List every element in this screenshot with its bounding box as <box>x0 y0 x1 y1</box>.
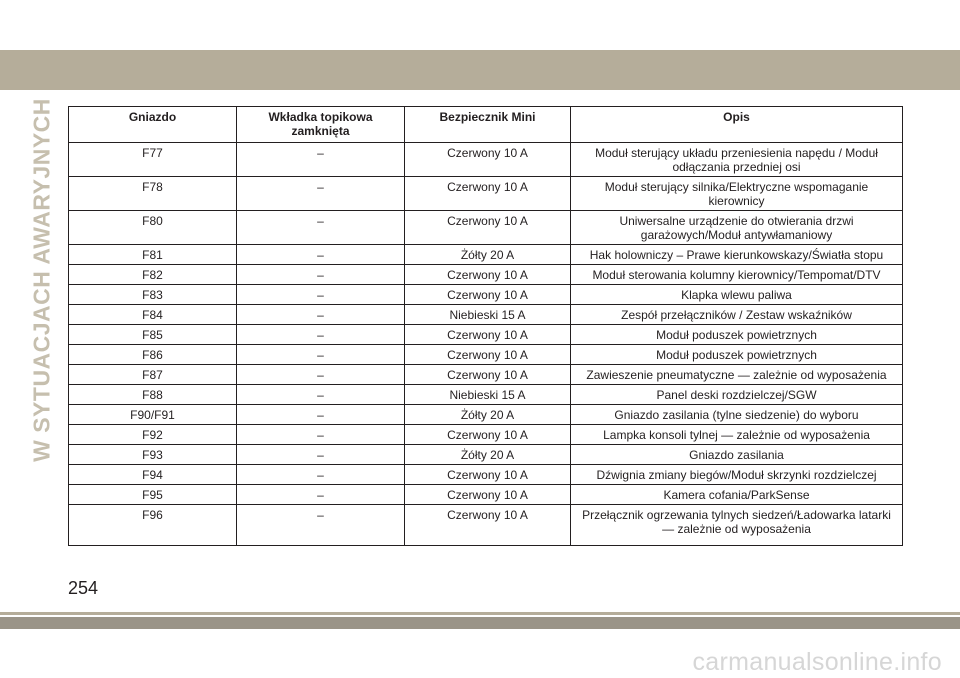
cell-cartridge: – <box>237 345 405 365</box>
cell-description: Przełącznik ogrzewania tylnych siedzeń/Ładowarka latarki — zależnie od wyposażenia <box>571 505 903 546</box>
cell-slot: F92 <box>69 425 237 445</box>
table-row <box>69 245 903 265</box>
cell-description: Gniazdo zasilania (tylne siedzenie) do wyboru <box>571 405 903 425</box>
cell-mini-fuse: Czerwony 10 A <box>405 345 571 365</box>
cell-cartridge: – <box>237 425 405 445</box>
cell-description: Gniazdo zasilania <box>571 445 903 465</box>
cell-cartridge: – <box>237 265 405 285</box>
table-row <box>69 485 903 505</box>
cell-mini-fuse: Czerwony 10 A <box>405 265 571 285</box>
cell-description: Moduł sterujący silnika/Elektryczne wspomaganie kierownicy <box>571 177 903 211</box>
cell-slot: F77 <box>69 143 237 177</box>
cell-cartridge: – <box>237 325 405 345</box>
cell-cartridge: – <box>237 365 405 385</box>
cell-cartridge: – <box>237 305 405 325</box>
cell-slot: F88 <box>69 385 237 405</box>
table-header-row <box>69 107 903 143</box>
header-band <box>0 50 960 90</box>
cell-slot: F96 <box>69 505 237 546</box>
table-row <box>69 265 903 285</box>
cell-slot: F95 <box>69 485 237 505</box>
header-mini-fuse: Bezpiecznik Mini <box>405 107 571 143</box>
cell-description: Dźwignia zmiany biegów/Moduł skrzynki rozdzielczej <box>571 465 903 485</box>
table-row <box>69 143 903 177</box>
cell-mini-fuse: Niebieski 15 A <box>405 385 571 405</box>
cell-description: Uniwersalne urządzenie do otwierania drzwi garażowych/Moduł antywłamaniowy <box>571 211 903 245</box>
cell-mini-fuse: Czerwony 10 A <box>405 177 571 211</box>
watermark: carmanualsonline.info <box>692 648 942 676</box>
cell-cartridge: – <box>237 385 405 405</box>
cell-mini-fuse: Czerwony 10 A <box>405 365 571 385</box>
cell-mini-fuse: Czerwony 10 A <box>405 505 571 546</box>
cell-mini-fuse: Żółty 20 A <box>405 445 571 465</box>
header-cartridge-fuse: Wkładka topikowa zamknięta <box>237 107 405 143</box>
cell-description: Kamera cofania/ParkSense <box>571 485 903 505</box>
cell-mini-fuse: Czerwony 10 A <box>405 425 571 445</box>
cell-mini-fuse: Czerwony 10 A <box>405 285 571 305</box>
cell-mini-fuse: Czerwony 10 A <box>405 325 571 345</box>
cell-slot: F90/F91 <box>69 405 237 425</box>
cell-cartridge: – <box>237 405 405 425</box>
cell-slot: F82 <box>69 265 237 285</box>
footer-band <box>0 617 960 629</box>
cell-description: Moduł sterowania kolumny kierownicy/Tempomat/DTV <box>571 265 903 285</box>
cell-slot: F85 <box>69 325 237 345</box>
cell-mini-fuse: Czerwony 10 A <box>405 143 571 177</box>
cell-mini-fuse: Czerwony 10 A <box>405 465 571 485</box>
table-row <box>69 285 903 305</box>
footer-rule <box>0 612 960 615</box>
cell-cartridge: – <box>237 485 405 505</box>
cell-mini-fuse: Czerwony 10 A <box>405 211 571 245</box>
cell-mini-fuse: Niebieski 15 A <box>405 305 571 325</box>
cell-cartridge: – <box>237 505 405 546</box>
table-row <box>69 385 903 405</box>
section-title-text: W SYTUACJACH AWARYJNYCH <box>28 98 55 462</box>
cell-mini-fuse: Żółty 20 A <box>405 405 571 425</box>
cell-description: Zawieszenie pneumatyczne — zależnie od wyposażenia <box>571 365 903 385</box>
table-row <box>69 445 903 465</box>
table-row <box>69 211 903 245</box>
cell-slot: F87 <box>69 365 237 385</box>
cell-description: Moduł poduszek powietrznych <box>571 345 903 365</box>
table-row <box>69 177 903 211</box>
cell-slot: F94 <box>69 465 237 485</box>
fuse-table <box>68 106 903 546</box>
cell-description: Hak holowniczy – Prawe kierunkowskazy/Światła stopu <box>571 245 903 265</box>
cell-description: Lampka konsoli tylnej — zależnie od wyposażenia <box>571 425 903 445</box>
cell-slot: F78 <box>69 177 237 211</box>
table-row <box>69 345 903 365</box>
cell-slot: F83 <box>69 285 237 305</box>
table-row <box>69 305 903 325</box>
cell-description: Moduł sterujący układu przeniesienia napędu / Moduł odłączania przedniej osi <box>571 143 903 177</box>
cell-description: Panel deski rozdzielczej/SGW <box>571 385 903 405</box>
header-slot: Gniazdo <box>69 107 237 143</box>
cell-mini-fuse: Żółty 20 A <box>405 245 571 265</box>
cell-slot: F84 <box>69 305 237 325</box>
header-description: Opis <box>571 107 903 143</box>
table-row <box>69 505 903 546</box>
cell-description: Zespół przełączników / Zestaw wskaźników <box>571 305 903 325</box>
cell-cartridge: – <box>237 143 405 177</box>
table-row <box>69 405 903 425</box>
cell-cartridge: – <box>237 245 405 265</box>
cell-cartridge: – <box>237 177 405 211</box>
table-row <box>69 465 903 485</box>
cell-slot: F80 <box>69 211 237 245</box>
cell-description: Klapka wlewu paliwa <box>571 285 903 305</box>
cell-slot: F93 <box>69 445 237 465</box>
cell-description: Moduł poduszek powietrznych <box>571 325 903 345</box>
cell-slot: F81 <box>69 245 237 265</box>
table-row <box>69 425 903 445</box>
cell-cartridge: – <box>237 465 405 485</box>
page-number: 254 <box>68 578 99 598</box>
cell-cartridge: – <box>237 285 405 305</box>
cell-cartridge: – <box>237 211 405 245</box>
cell-slot: F86 <box>69 345 237 365</box>
table-row <box>69 325 903 345</box>
cell-cartridge: – <box>237 445 405 465</box>
table-row <box>69 365 903 385</box>
cell-mini-fuse: Czerwony 10 A <box>405 485 571 505</box>
